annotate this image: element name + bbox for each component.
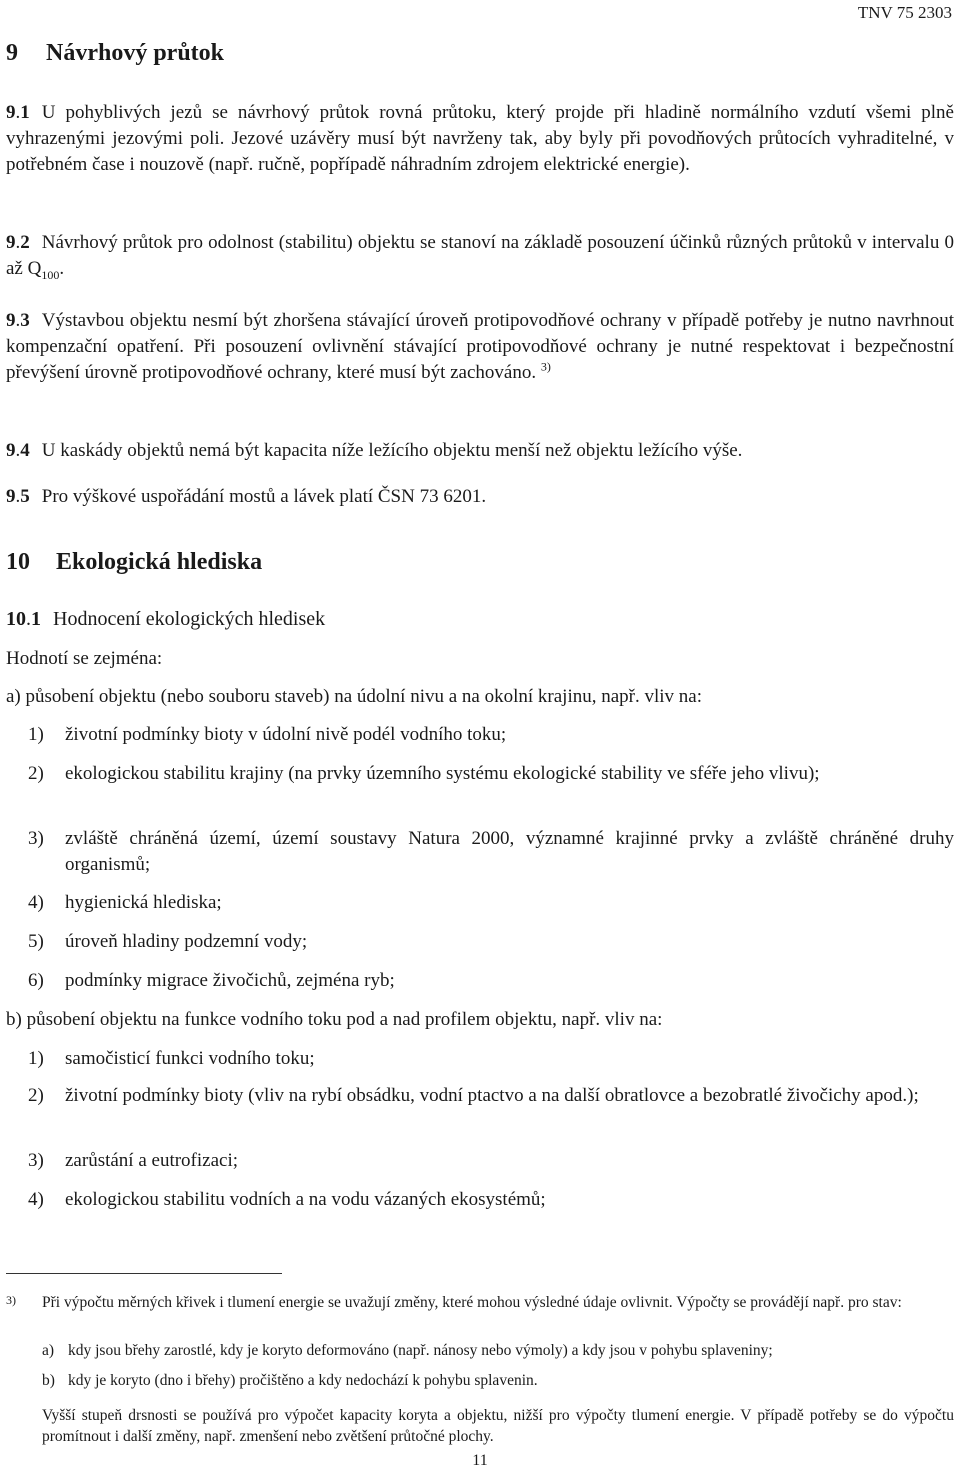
subscript: 100 <box>41 267 60 282</box>
section-number: 10 <box>6 549 30 575</box>
paragraph-number: 9.3 <box>6 310 30 331</box>
list-item: 4) ekologickou stabilitu vodních a na vodu vázaných ekosystémů; <box>28 1189 546 1210</box>
footnote-text: Při výpočtu měrných křivek i tlumení energie se uvažují změny, které mohou výsledné údaje ovlivnit. Výpočty se provádějí např. pro stav: <box>42 1294 902 1311</box>
paragraph-text: Pro výškové uspořádání mostů a lávek platí ČSN 73 6201. <box>41 486 487 507</box>
list-item-a <box>6 684 954 710</box>
list-item: 1) životní podmínky bioty v údolní nivě podél vodního toku; <box>28 724 507 745</box>
footnote-item: a) kdy jsou břehy zarostlé, kdy je koryto deformováno (např. nánosy nebo výmoly) a kdy jsou v pohybu splaveniny; <box>42 1342 773 1359</box>
list-label: b) <box>6 1009 22 1030</box>
paragraph-number: 9.2 <box>6 232 30 253</box>
list-item-b <box>6 1007 954 1033</box>
section-title: Návrhový průtok <box>46 40 225 66</box>
paragraph-number: 9.1 <box>6 102 30 123</box>
list-text: působení objektu na funkce vodního toku pod a nad profilem objektu, např. vliv na: <box>26 1009 663 1030</box>
paragraph-9-5 <box>6 484 954 510</box>
footnote-mark: 3) <box>6 1293 16 1307</box>
paragraph-9-1 <box>6 100 954 178</box>
paragraph-text: Návrhový průtok pro odolnost (stabilitu) objektu se stanoví na základě posouzení účinků různých průtoků v intervalu 0 až Q <box>6 232 954 279</box>
section-number: 9 <box>6 40 18 66</box>
paragraph-number: 9.5 <box>6 486 30 507</box>
list-item: 6) podmínky migrace živočichů, zejména ryb; <box>28 970 395 991</box>
section-10-heading <box>6 549 262 575</box>
subsection-number: 10.1 <box>6 608 41 630</box>
paragraph-text: U kaskády objektů nemá být kapacita níže ležícího objektu menší než objektu ležícího výše. <box>41 440 743 461</box>
document-code: TNV 75 2303 <box>857 3 952 22</box>
subsection-10-1-heading <box>6 606 325 632</box>
list-item: 3) zarůstání a eutrofizaci; <box>28 1150 239 1171</box>
footnote-separator <box>6 1273 282 1274</box>
list-text: působení objektu (nebo souboru staveb) na údolní nivu a na okolní krajinu, např. vliv na: <box>25 686 703 707</box>
list-item: 3) zvláště chráněná území, území soustavy Natura 2000, významné krajinné prvky a zvláště chráněné druhy organismů; <box>28 828 954 875</box>
section-9-heading <box>6 40 224 66</box>
intro-text: Hodnotí se zejména: <box>6 648 163 669</box>
list-item: 2) životní podmínky bioty (vliv na rybí obsádku, vodní ptactvo a na další obratlovce a bezobratlé živočichy apod.); <box>28 1085 919 1106</box>
list-item: 2) ekologickou stabilitu krajiny (na prvky územního systému ekologické stability ve sféře jeho vlivu); <box>28 763 820 784</box>
paragraph-text: U pohyblivých jezů se návrhový průtok rovná průtoku, který projde při hladině normálního vzdutí všemi plně vyhrazenými jezovými poli. Jezové uzávěry musí být navrženy tak, aby byly při povodňových průtocích vyhraditelné, v potřebném čase i nouzově (např. ručně, popřípadě náhradním zdrojem elektrické energie). <box>6 102 954 175</box>
paragraph-9-2: 9.2 Návrhový průtok pro odolnost (stabilitu) objektu se stanoví na základě posouzení účinků různých průtoků v intervalu 0 až $Q_{100}$. <box>6 232 954 282</box>
paragraph-number: 9.4 <box>6 440 30 461</box>
paragraph-9-4 <box>6 438 954 464</box>
page-number: 11 <box>472 1452 488 1469</box>
paragraph-9-3 <box>6 308 954 386</box>
paragraph-text: Výstavbou objektu nesmí být zhoršena stávající úroveň protipovodňové ochrany v případě potřeby je nutno navrhnout kompenzační opatření. Při posouzení ovlivnění stávající protipovodňové ochrany je nutné respektovat i bezpečnostní převýšení úrovně protipovodňové ochrany, které musí být zachováno. <box>6 310 954 383</box>
footnote-closing: Vyšší stupeň drsnosti se používá pro výpočet kapacity koryta a objektu, nižší pro výpočty tlumení energie. V případě potřeby se do výpočtu promítnout i další změny, např. zmenšení nebo zvětšení průtočné plochy. <box>42 1407 954 1445</box>
footnote-item: b) kdy je koryto (dno i břehy) pročištěno a kdy nedochází k pohybu splavenin. <box>42 1372 538 1389</box>
footnote-ref[interactable]: 3) <box>540 359 551 374</box>
list-item: 4) hygienická hlediska; <box>28 892 222 913</box>
list-item: 5) úroveň hladiny podzemní vody; <box>28 931 308 952</box>
list-item: 1) samočisticí funkci vodního toku; <box>28 1048 315 1069</box>
subsection-title: Hodnocení ekologických hledisek <box>53 608 326 630</box>
section-title: Ekologická hlediska <box>56 549 263 575</box>
list-label: a) <box>6 686 21 707</box>
